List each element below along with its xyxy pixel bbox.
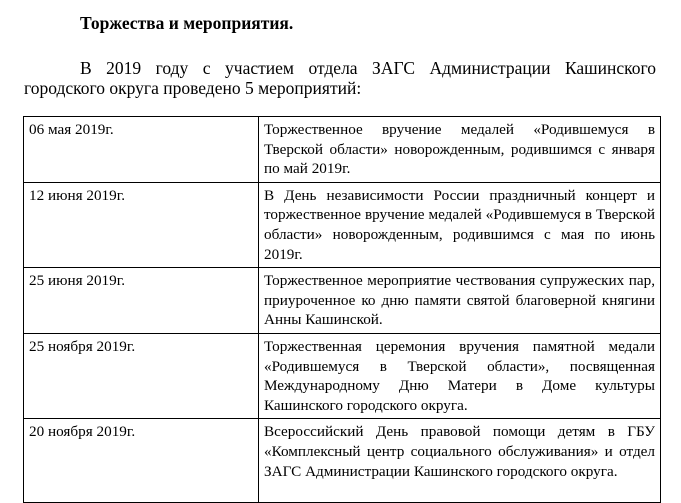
event-date: 06 мая 2019г. — [24, 117, 259, 183]
table-row — [24, 419, 661, 503]
event-date: 12 июня 2019г. — [24, 182, 259, 267]
event-description: Торжественная церемония вручения памятной медали «Родившемуся в Тверской области», посвященная Международному Дню Матери в Доме культуры Кашинского городского округа. — [259, 333, 661, 418]
table-row — [24, 117, 661, 183]
table-row — [24, 333, 661, 418]
table-row — [24, 182, 661, 267]
intro-paragraph: В 2019 году с участием отдела ЗАГС Администрации Кашинского городского округа проведено 5 мероприятий: — [24, 58, 656, 98]
event-description: Торжественное вручение медалей «Родившемуся в Тверской области» новорожденным, родившимся с января по май 2019г. — [259, 117, 661, 183]
event-date: 25 ноября 2019г. — [24, 333, 259, 418]
event-description: Всероссийский День правовой помощи детям в ГБУ «Комплексный центр социального обслуживания» и отдел ЗАГС Администрации Кашинского городского округа. — [259, 419, 661, 503]
event-description: В День независимости России праздничный концерт и торжественное вручение медалей «Родившемуся в Тверской области» новорожденным, родившимся с мая по июнь 2019г. — [259, 182, 661, 267]
event-date: 20 ноября 2019г. — [24, 419, 259, 503]
event-description: Торжественное мероприятие чествования супружеских пар, приуроченное ко дню памяти святой благоверной княгини Анны Кашинской. — [259, 268, 661, 334]
events-table — [23, 116, 661, 503]
event-date: 25 июня 2019г. — [24, 268, 259, 334]
section-heading: Торжества и мероприятия. — [80, 13, 294, 33]
table-row — [24, 268, 661, 334]
